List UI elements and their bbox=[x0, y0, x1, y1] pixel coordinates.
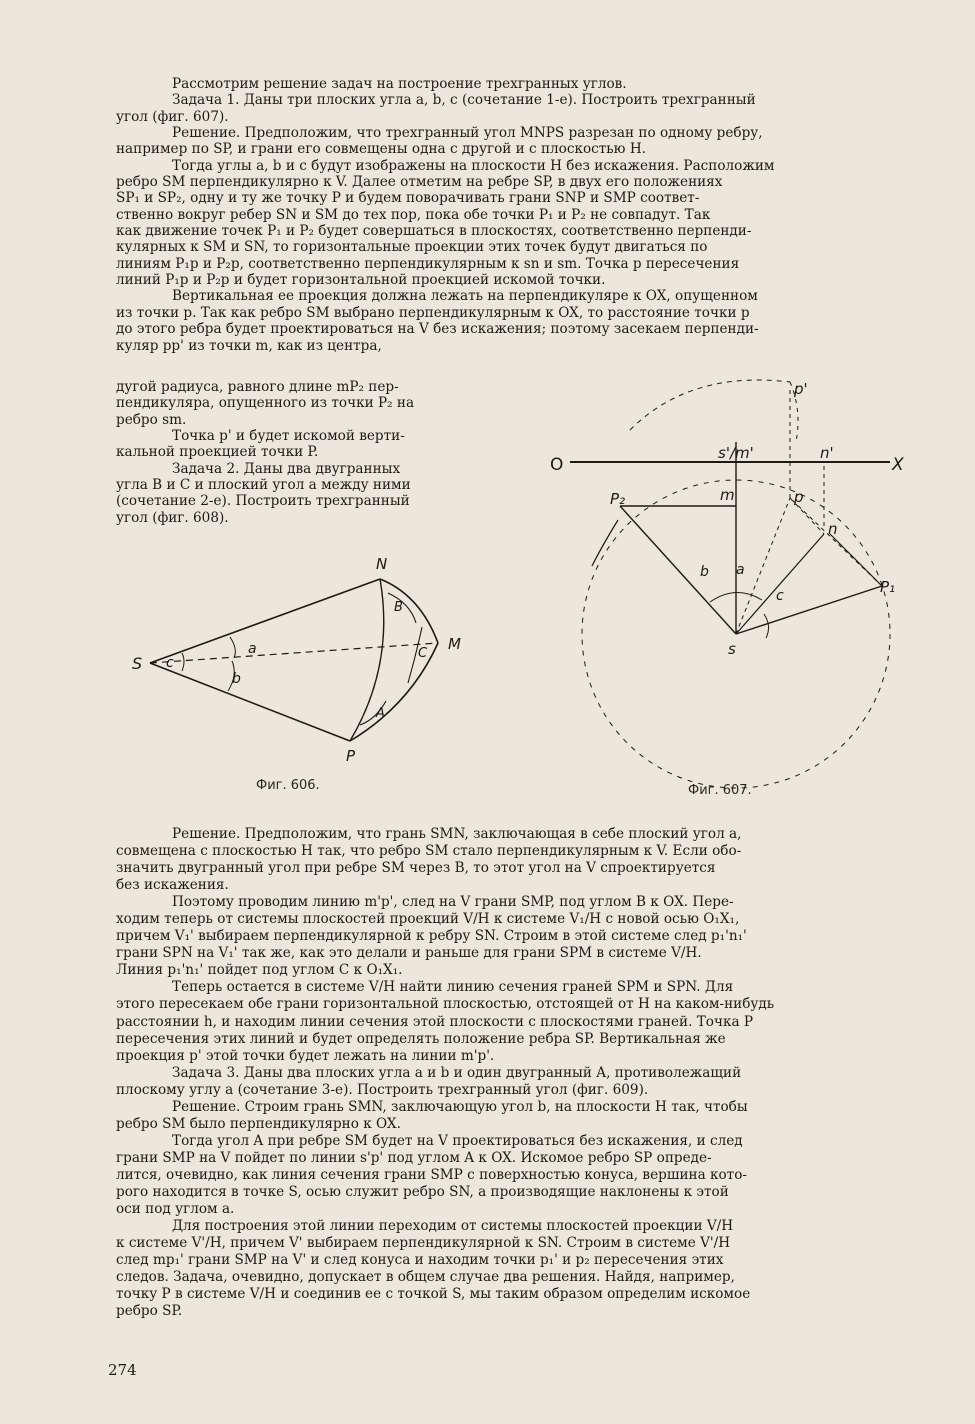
label-P1: P₁ bbox=[880, 578, 896, 596]
text-line: рого находится в точке S, осью служит ребро SN, а производящие наклонены к этой bbox=[116, 1183, 729, 1200]
text-line: кулярных к SM и SN, то горизонтальные проекции этих точек будут двигаться по bbox=[116, 239, 708, 256]
label-n-prime: n' bbox=[820, 444, 834, 462]
arc-to-p-prime bbox=[630, 380, 790, 430]
label-b: b bbox=[232, 671, 241, 687]
text-line: ственно вокруг ребер SN и SM до тех пор, пока обе точки P₁ и P₂ не совпадут. Так bbox=[116, 206, 711, 223]
label-p-prime: p' bbox=[794, 380, 808, 398]
label-C: C bbox=[418, 646, 428, 661]
text-line: Для построения этой линии переходим от системы плоскостей проекции V/H bbox=[172, 1218, 734, 1235]
label-X: X bbox=[892, 455, 904, 475]
text-line: лится, очевидно, как линия сечения грани SMP с поверхностью конуса, вершина кото- bbox=[116, 1166, 747, 1183]
label-s: s bbox=[728, 640, 736, 658]
text-line: линиям P₁p и P₂p, соответственно перпендикулярным к sn и sm. Точка p пересечения bbox=[116, 255, 740, 272]
label-b: b bbox=[700, 564, 709, 580]
text-line: расстоянии h, и находим линии сечения этой плоскости с плоскостями граней. Точка P bbox=[116, 1013, 754, 1030]
caption-fig-606: Фиг. 606. bbox=[256, 778, 320, 793]
label-A: A bbox=[376, 706, 385, 721]
label-O: O bbox=[550, 455, 564, 475]
text-line: до этого ребра будет проектироваться на V без искажения; поэтому засекаем перпенди- bbox=[116, 321, 759, 338]
text-line: Задача 3. Даны два плоских угла a и b и один двугранный A, противолежащий bbox=[172, 1064, 742, 1081]
text-line: ребро SM перпендикулярно к V. Далее отметим на ребре SP, в двух его положениях bbox=[116, 174, 723, 191]
text-line: угла B и C и плоский угол a между ними bbox=[116, 477, 411, 494]
text-line: точку P в системе V/H и соединив ее с точкой S, мы таким образом определим искомое bbox=[116, 1286, 751, 1303]
line-p1-p bbox=[790, 498, 882, 586]
bottom-text-block bbox=[116, 826, 940, 1320]
left-text-block bbox=[116, 379, 506, 526]
text-line: из точки p. Так как ребро SM выбрано перпендикулярным к OX, то расстояние точки p bbox=[116, 304, 750, 321]
arc-nm bbox=[380, 579, 438, 643]
text-line: куляр pp' из точки m, как из центра, bbox=[116, 337, 382, 354]
text-line: причем V₁' выбираем перпендикулярной к ребру SN. Строим в этой системе след p₁'n₁' bbox=[116, 928, 747, 945]
text-line: Решение. Предположим, что трехгранный угол MNPS разрезан по одному ребру, bbox=[172, 125, 763, 142]
angle-c-arc bbox=[182, 653, 184, 671]
text-line: Точка p' и будет искомой верти- bbox=[172, 428, 405, 445]
angle-a-arc bbox=[230, 637, 235, 658]
text-line: грани SMP на V пойдет по линии s'p' под углом A к OX. Искомое ребро SP опреде- bbox=[116, 1149, 712, 1166]
text-line: Задача 1. Даны три плоских угла a, b, c (сочетание 1-е). Построить трехгранный bbox=[172, 92, 756, 109]
text-line: Решение. Предположим, что грань SMN, заключающая в себе плоский угол a, bbox=[172, 826, 742, 842]
text-line: SP₁ и SP₂, одну и ту же точку P и будем поворачивать грани SNP и SMP соответ- bbox=[116, 190, 700, 207]
text-line: оси под углом a. bbox=[116, 1201, 235, 1218]
label-p: p bbox=[794, 488, 804, 506]
label-a: a bbox=[248, 641, 257, 657]
text-line: угол (фиг. 608). bbox=[116, 509, 229, 526]
edge-sn bbox=[150, 579, 380, 663]
text-line: как движение точек P₁ и P₂ будет совершаться в плоскостях, соответственно перпенди- bbox=[116, 223, 752, 240]
page-number: 274 bbox=[108, 1361, 137, 1379]
text-line: угол (фиг. 607). bbox=[116, 108, 229, 125]
text-line: грани SPN на V₁' так же, как это делали и раньше для грани SPM в системе V/H. bbox=[116, 945, 702, 962]
text-line: к системе V'/H, причем V' выбираем перпендикулярной к SN. Строим в системе V'/H bbox=[116, 1235, 731, 1252]
text-line: Тогда углы a, b и c будут изображены на плоскости H без искажения. Расположим bbox=[172, 157, 775, 174]
label-M: M bbox=[448, 635, 461, 653]
edge-sp bbox=[150, 663, 350, 741]
text-line: ребро SM было перпендикулярно к OX. bbox=[116, 1115, 401, 1132]
text-line: Линия p₁'n₁' пойдет под углом C к O₁X₁. bbox=[116, 962, 403, 979]
text-line: Задача 2. Даны два двугранных bbox=[172, 460, 401, 477]
text-line: пересечения этих линий и будет определять положение ребра SP. Вертикальная же bbox=[116, 1030, 726, 1047]
text-line: плоскому углу a (сочетание 3-е). Построить трехгранный угол (фиг. 609). bbox=[116, 1081, 649, 1098]
label-c: c bbox=[776, 588, 784, 604]
text-line: этого пересекаем обе грани горизонтальной плоскостью, отстоящей от H на каком-нибудь bbox=[116, 996, 775, 1013]
text-line: след mp₁' грани SMP на V' и след конуса и находим точки p₁' и p₂ пересечения этих bbox=[116, 1252, 724, 1269]
text-line: линий P₁p и P₂p и будет горизонтальной проекцией искомой точки. bbox=[116, 272, 606, 289]
arc-p2 bbox=[592, 520, 618, 566]
text-line: ребро SP. bbox=[116, 1303, 183, 1320]
label-P2: P₂ bbox=[610, 490, 626, 508]
text-line: Решение. Строим грань SMN, заключающую угол b, на плоскости H так, чтобы bbox=[172, 1098, 748, 1115]
line-s-p2 bbox=[620, 506, 736, 634]
text-line: значить двугранный угол при ребре SM через B, то этот угол на V спроектируется bbox=[116, 860, 716, 877]
label-c: c bbox=[166, 655, 174, 671]
label-n: n bbox=[828, 520, 838, 538]
label-P: P bbox=[346, 747, 356, 765]
figure-606 bbox=[120, 545, 480, 775]
text-line: ходим теперь от системы плоскостей проекций V/H к системе V₁/H с новой осью O₁X₁, bbox=[116, 911, 740, 928]
text-line: Теперь остается в системе V/H найти линию сечения граней SPM и SPN. Для bbox=[172, 979, 734, 996]
text-line: совмещена с плоскостью H так, что ребро SM стало перпендикулярным к V. Если обо- bbox=[116, 843, 742, 860]
text-line: например по SP, и грани его совмещены одна с другой и с плоскостью H. bbox=[116, 141, 647, 158]
figure-607 bbox=[540, 370, 920, 790]
edge-sm bbox=[150, 643, 438, 663]
text-line: пендикуляра, опущенного из точки P₂ на bbox=[116, 395, 415, 412]
text-line: кальной проекцией точки P. bbox=[116, 444, 319, 461]
text-line: без искажения. bbox=[116, 877, 229, 894]
label-m: m bbox=[720, 486, 735, 504]
label-S: S bbox=[132, 654, 143, 673]
text-line: ребро sm. bbox=[116, 411, 187, 428]
top-text-block bbox=[116, 76, 942, 354]
label-s-m-prime: s'/m' bbox=[718, 444, 754, 462]
label-N: N bbox=[376, 555, 388, 573]
text-line: Рассмотрим решение задач на построение трехгранных углов. bbox=[172, 76, 627, 92]
text-line: Вертикальная ее проекция должна лежать на перпендикуляре к OX, опущенном bbox=[172, 288, 758, 305]
label-a: a bbox=[736, 562, 745, 578]
text-line: Поэтому проводим линию m'p', след на V грани SMP, под углом B к OX. Пере- bbox=[172, 894, 734, 911]
text-line: Тогда угол A при ребре SM будет на V проектироваться без искажения, и след bbox=[172, 1132, 743, 1149]
text-line: дугой радиуса, равного длине mP₂ пер- bbox=[116, 379, 399, 395]
label-B: B bbox=[394, 600, 403, 615]
angle-c-arc bbox=[764, 614, 769, 638]
text-line: проекция p' этой точки будет лежать на линии m'p'. bbox=[116, 1047, 495, 1064]
text-line: следов. Задача, очевидно, допускает в общем случае два решения. Найдя, например, bbox=[116, 1269, 735, 1286]
text-line: (сочетание 2-е). Построить трехгранный bbox=[116, 493, 410, 510]
caption-fig-607: Фиг. 607. bbox=[688, 783, 752, 798]
